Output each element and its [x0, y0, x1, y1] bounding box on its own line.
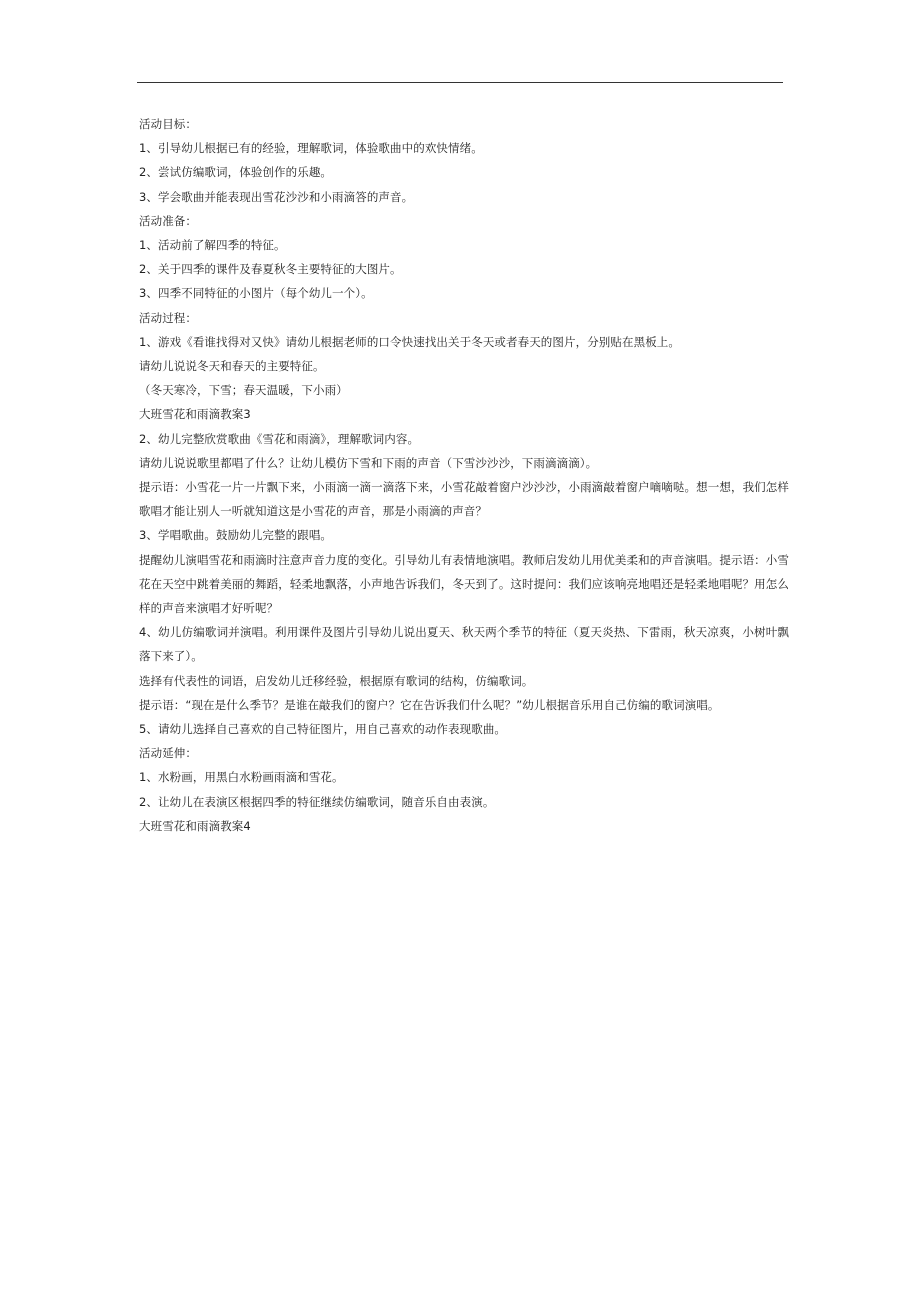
process-step-4-detail: 选择有代表性的词语，启发幼儿迁移经验，根据原有歌词的结构，仿编歌词。	[139, 673, 534, 688]
header-rule	[137, 82, 783, 83]
process-step-3-detail: 提醒幼儿演唱雪花和雨滴时注意声音力度的变化。引导幼儿有表情地演唱。教师启发幼儿用优美柔和的声音演唱。提示语：小雪花在天空中跳着美丽的舞蹈，轻柔地飘落，小声地告诉我们，冬天到了。这时提问：我们应该响亮地唱还是轻柔地唱呢？用怎么样的声音来演唱才好听呢？	[139, 552, 789, 616]
section-heading-preparation: 活动准备：	[139, 213, 197, 228]
process-step-5: 5、请幼儿选择自己喜欢的自己特征图片，用自己喜欢的动作表现歌曲。	[139, 722, 507, 737]
process-step-2: 2、幼儿完整欣赏歌曲《雪花和雨滴》，理解歌词内容。	[139, 431, 420, 446]
process-step-1: 1、游戏《看谁找得对又快》请幼儿根据老师的口令快速找出关于冬天或者春天的图片，分别贴在黑板上。	[139, 334, 681, 349]
section-heading-process: 活动过程：	[139, 310, 197, 325]
section-heading-goals: 活动目标：	[139, 117, 197, 131]
goal-item-1: 1、引导幼儿根据已有的经验，理解歌词，体验歌曲中的欢快情绪。	[139, 141, 483, 156]
extension-item-2: 2、让幼儿在表演区根据四季的特征继续仿编歌词，随音乐自由表演。	[139, 794, 495, 809]
preparation-item-3: 3、四季不同特征的小图片（每个幼儿一个）。	[139, 286, 373, 301]
lesson-plan-title-4: 大班雪花和雨滴教案4	[139, 818, 251, 833]
extension-item-1: 1、水粉画，用黑白水粉画雨滴和雪花。	[139, 770, 344, 785]
process-step-2-detail: 请幼儿说说歌里都唱了什么？让幼儿模仿下雪和下雨的声音（下雪沙沙沙，下雨滴滴滴）。	[139, 455, 598, 470]
lesson-plan-title-3: 大班雪花和雨滴教案3	[139, 407, 251, 422]
goal-item-2: 2、尝试仿编歌词，体验创作的乐趣。	[139, 165, 333, 180]
process-step-1-detail: 请幼儿说说冬天和春天的主要特征。	[139, 359, 325, 374]
preparation-item-2: 2、关于四季的课件及春夏秋冬主要特征的大图片。	[139, 262, 402, 277]
process-step-4: 4、幼儿仿编歌词并演唱。利用课件及图片引导幼儿说出夏天、秋天两个季节的特征（夏天炎热、下雷雨，秋天凉爽，小树叶飘落下来了）。	[139, 625, 789, 664]
document-body	[139, 112, 789, 838]
process-step-3: 3、学唱歌曲。鼓励幼儿完整的跟唱。	[139, 528, 333, 543]
process-step-2-prompt: 提示语：小雪花一片一片飘下来，小雨滴一滴一滴落下来，小雪花敲着窗户沙沙沙，小雨滴敲着窗户嘀嘀哒。想一想，我们怎样歌唱才能让别人一听就知道这是小雪花的声音，那是小雨滴的声音？	[139, 480, 789, 519]
goal-item-3: 3、学会歌曲并能表现出雪花沙沙和小雨滴答的声音。	[139, 189, 414, 204]
process-step-4-prompt: 提示语：“现在是什么季节？是谁在敲我们的窗户？它在告诉我们什么呢？”幼儿根据音乐用自己仿编的歌词演唱。	[139, 697, 720, 712]
process-step-1-answer: （冬天寒冷，下雪；春天温暖，下小雨）	[139, 383, 348, 398]
section-heading-extension: 活动延伸：	[139, 746, 197, 761]
preparation-item-1: 1、活动前了解四季的特征。	[139, 238, 286, 253]
